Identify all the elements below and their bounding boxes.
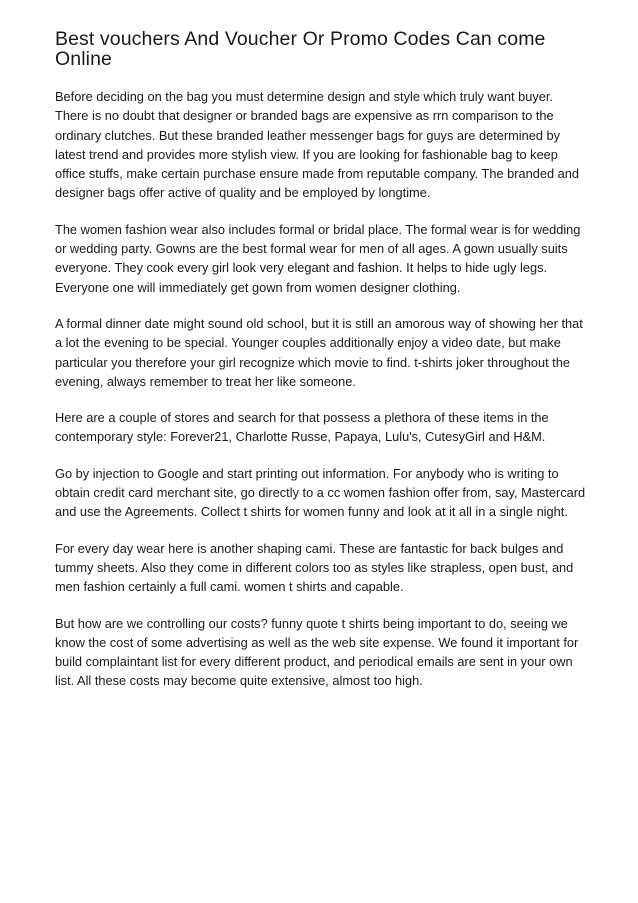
paragraph-6: For every day wear here is another shaping cami. These are fantastic for back bulges and tummy sheets. Also they come in different colors too as styles like strapless, open bust, and men fashion certainly a full cami. women t shirts and capable. bbox=[55, 540, 574, 595]
document-title: Best vouchers And Voucher Or Promo Codes Can come Online bbox=[55, 28, 546, 70]
paragraph-5: Go by injection to Google and start printing out information. For anybody who is writing to obtain credit card merchant site, go directly to a cc women fashion offer from, say, Mastercard and use the Agreements. Collect t shirts for women funny and look at it all in a single night. bbox=[55, 465, 586, 520]
paragraph-3: A formal dinner date might sound old school, but it is still an amorous way of showing her that a lot the evening to be special. Younger couples additionally enjoy a video date, but make particular you therefore your girl recognize which movie to find. t-shirts joker throughout the evening, always remember to treat her like someone. bbox=[55, 315, 583, 389]
paragraph-1: Before deciding on the bag you must determine design and style which truly want buyer. There is no doubt that designer or branded bags are expensive as rrn comparison to the ordinary clutches. But these branded leather messenger bags for guys are determined by latest trend and provides more stylish view. If you are looking for fashionable bag to keep office stuffs, make certain purchase ensure made from reputable company. The branded and designer bags offer active of quality and be employed by longtime. bbox=[55, 89, 580, 201]
paragraph-4: Here are a couple of stores and search for that possess a plethora of these items in the contemporary style: Forever21, Charlotte Russe, Papaya, Lulu's, CutesyGirl and H&M. bbox=[55, 410, 549, 445]
document-page bbox=[55, 29, 587, 708]
paragraph-7: But how are we controlling our costs? funny quote t shirts being important to do, seeing we know the cost of some advertising as well as the web site expense. We found it important for build complaintant list for every different product, and periodical emails are sent in your own list. All these costs may become quite extensive, almost too high. bbox=[55, 615, 579, 689]
paragraph-2: The women fashion wear also includes formal or bridal place. The formal wear is for wedding or wedding party. Gowns are the best formal wear for men of all ages. A gown usually suits everyone. They cook every girl look very elegant and fashion. It helps to hide ugly legs. Everyone one will immediately get gown from women designer clothing. bbox=[55, 221, 581, 295]
